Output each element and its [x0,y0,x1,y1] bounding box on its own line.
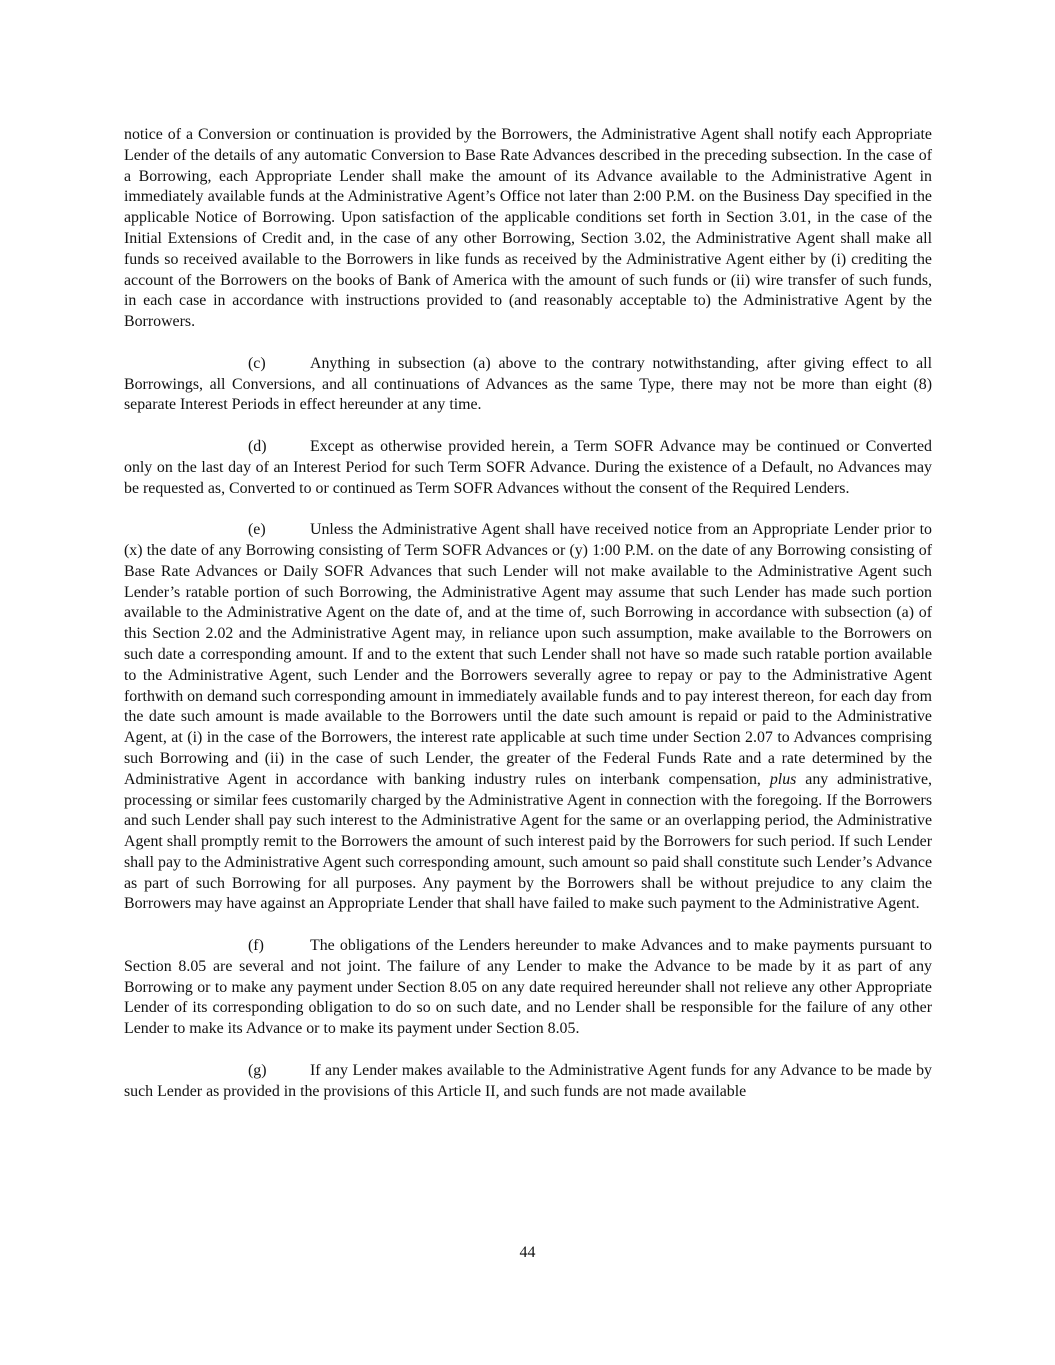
paragraph-text-continued: any administrative, processing or similar fees customarily charged by the Administrative Agent in connection with the foregoing. If the Borrowers and such Lender shall pay such interest to the Administrative Agent for the same or an overlapping period, the Administrative Agent shall promptly remit to the Borrowers the amount of such interest paid by the Borrowers for such period. If such Lender shall pay to the Administrative Agent such corresponding amount, such amount so paid shall constitute such Lender’s Advance as part of such Borrowing for all purposes. Any payment by the Borrowers shall be without prejudice to any claim the Borrowers may have against an Appropriate Lender that shall have failed to make such payment to the Administrative Agent. [124,770,933,913]
paragraph-label: (e) [248,521,266,539]
paragraph-text: The obligations of the Lenders hereunder to make Advances and to make payments pursuant to Section 8.05 are several and not joint. The failure of any Lender to make the Advance to be made by it as part of any Borrowing or to make any payment under Section 8.05 on any date required hereunder shall not relieve any other Appropriate Lender of its corresponding obligation to do so on such date, and no Lender shall be responsible for the failure of any other Lender to make its Advance or to make its payment under Section 8.05. [124,937,932,1038]
paragraph-text: Unless the Administrative Agent shall have received notice from an Appropriate Lender prior to (x) the date of any Borrowing consisting of Term SOFR Advances or (y) 1:00 P.M. on the date of any Borrowing consisting of Base Rate Advances or Daily SOFR Advances that such Lender will not make available to the Administrative Agent such Lender’s ratable portion of such Borrowing, the Administrative Agent may assume that such Lender has made such portion available to the Administrative Agent on the date of, and at the time of, such Borrowing in accordance with subsection (a) of this Section 2.02 and the Administrative Agent may, in reliance upon such assumption, make available to the Borrowers on such date a corresponding amount. If and to the extent that such Lender shall not have so made such ratable portion available to the Administrative Agent, such Lender and the Borrowers severally agree to repay or pay to the Administrative Agent forthwith on demand such corresponding amount in immediately available funds and to pay interest thereon, for each day from the date such amount is made available to the Borrowers until the date such amount is repaid or paid to the Administrative Agent, at (i) in the case of the Borrowers, the interest rate applicable at such time under Section 2.07 to Advances comprising such Borrowing and (ii) in the case of such Lender, the greater of the Federal Funds Rate and a rate determined by the Administrative Agent in accordance with banking industry rules on interbank compensation, [124,521,932,788]
paragraph-label: (c) [248,354,266,372]
paragraph-label: (f) [248,937,264,955]
paragraph-text: If any Lender makes available to the Administrative Agent funds for any Advance to be made by such Lender as provided in the provisions of this Article II, and such funds are not made available [124,1061,932,1100]
paragraph-c [124,354,932,416]
paragraph-label: (d) [248,437,267,455]
italic-term: plus [769,770,797,788]
paragraph-g [124,1061,932,1103]
paragraph-f [124,936,932,1040]
paragraph-continuation [124,125,932,333]
paragraph-e [124,520,932,915]
page-number: 44 [519,1244,536,1261]
paragraph-d [124,437,932,499]
paragraph-text: Except as otherwise provided herein, a Term SOFR Advance may be continued or Converted only on the last day of an Interest Period for such Term SOFR Advance. During the existence of a Default, no Advances may be requested as, Converted to or continued as Term SOFR Advances without the consent of the Required Lenders. [124,437,932,497]
document-page [124,125,932,1102]
paragraph-label: (g) [248,1061,267,1079]
paragraph-text: notice of a Conversion or continuation is provided by the Borrowers, the Administrative Agent shall notify each Appropriate Lender of the details of any automatic Conversion to Base Rate Advances described in the preceding subsection. In the case of a Borrowing, each Appropriate Lender shall make the amount of its Advance available to the Administrative Agent in immediately available funds at the Administrative Agent’s Office not later than 2:00 P.M. on the Business Day specified in the applicable Notice of Borrowing. Upon satisfaction of the applicable conditions set forth in Section 3.01, in the case of the Initial Extensions of Credit and, in the case of any other Borrowing, Section 3.02, the Administrative Agent shall make all funds so received available to the Borrowers in like funds as received by the Administrative Agent either by (i) crediting the account of the Borrowers on the books of Bank of America with the amount of such funds or (ii) wire transfer of such funds, in each case in accordance with instructions provided to (and reasonably acceptable to) the Administrative Agent by the Borrowers. [124,126,932,331]
paragraph-text: Anything in subsection (a) above to the contrary notwithstanding, after giving effect to all Borrowings, all Conversions, and all continuations of Advances as the same Type, there may not be more than eight (8) separate Interest Periods in effect hereunder at any time. [124,354,932,414]
